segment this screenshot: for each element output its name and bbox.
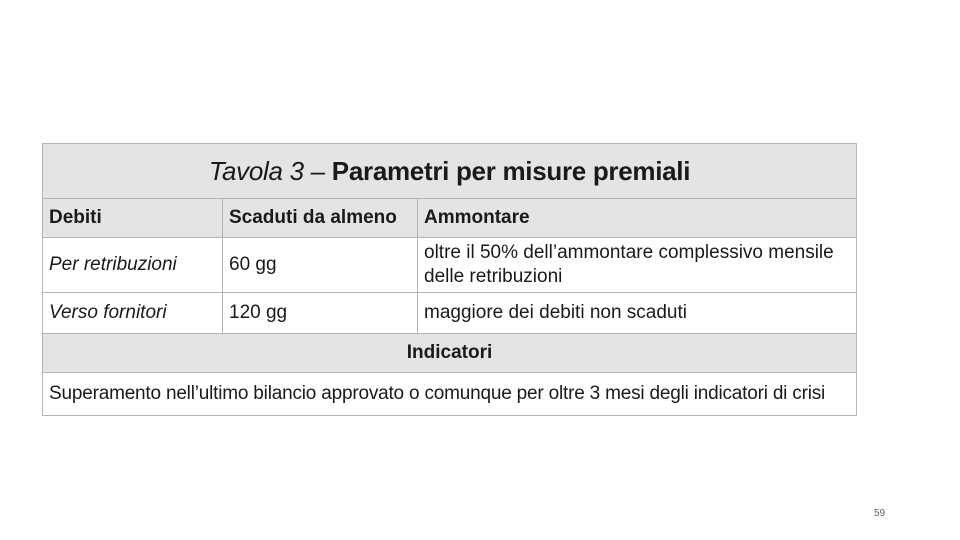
cell-scaduti: 60 gg bbox=[223, 238, 418, 293]
cell-debiti: Verso fornitori bbox=[43, 293, 223, 334]
table-title-row bbox=[43, 144, 857, 199]
table-row bbox=[43, 238, 857, 293]
cell-ammontare: oltre il 50% dell’ammontare complessivo mensile delle retribuzioni bbox=[418, 238, 857, 293]
table-title bbox=[43, 144, 857, 199]
column-header-ammontare: Ammontare bbox=[418, 199, 857, 238]
section-header-indicatori: Indicatori bbox=[43, 334, 857, 373]
cell-debiti: Per retribuzioni bbox=[43, 238, 223, 293]
page-number: 59 bbox=[874, 508, 886, 519]
table-row bbox=[43, 293, 857, 334]
cell-ammontare: maggiore dei debiti non scaduti bbox=[418, 293, 857, 334]
table-title-prefix: Tavola 3 – bbox=[208, 155, 325, 186]
table-footer-row bbox=[43, 373, 857, 416]
cell-scaduti: 120 gg bbox=[223, 293, 418, 334]
footer-text: Superamento nell’ultimo bilancio approvato o comunque per oltre 3 mesi degli indicatori di crisi bbox=[43, 373, 857, 416]
parametri-table bbox=[42, 143, 857, 416]
column-header-debiti: Debiti bbox=[43, 199, 223, 238]
table-header-row bbox=[43, 199, 857, 238]
section-header-row bbox=[43, 334, 857, 373]
column-header-scaduti: Scaduti da almeno bbox=[223, 199, 418, 238]
table-title-main: Parametri per misure premiali bbox=[331, 155, 691, 186]
